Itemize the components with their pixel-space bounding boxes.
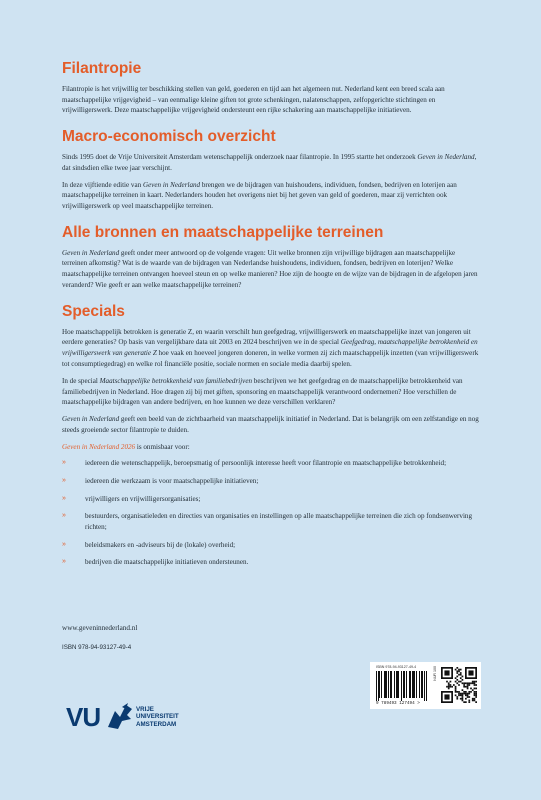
paragraph-filantropie: Filantropie is het vrijwillig ter beschikking stellen van geld, goederen en tijd aan het algemeen nut. Nederland kent een breed scala aan maatschappelijke vrijgevigheid – van eenmalige kleine giften tot grote schenkingen, nalatenschappen, zelfopgerichte stichtingen en vrijwilligerswerk. Deze maatschappelijke vrijgevigheid ondersteunt een rijke schakering aan maatschappelijke initiatieven.: [62, 84, 445, 115]
griffin-icon: [106, 701, 134, 731]
list-item: » bedrijven die maatschappelijke initiatieven ondersteunen.: [62, 558, 249, 567]
paragraph-macro-1: Sinds 1995 doet de Vrije Universiteit Amsterdam wetenschappelijk onderzoek naar filantropie. In 1995 startte het onderzoek Geven in Nederland, dat sindsdien elke twee jaar verschijnt.: [62, 152, 477, 172]
heading-macro: Macro-economisch overzicht: [62, 128, 276, 146]
nur-label: NUR 100: [433, 666, 437, 681]
paragraph-macro-2: In deze vijftiende editie van Geven in Nederland brengen we de bijdragen van huishoudens, individuen, fondsen, bedrijven en loterijen aan maatschappelijke terreinen in kaart. Nederlanders houden het overigens niet bij het geven van geld of goederen, maar zij verrichten ook vrijwilligerswerk op veel maatschappelijke terreinen.: [62, 180, 457, 211]
bullet-mark: »: [62, 558, 66, 566]
bullet-mark: »: [62, 540, 66, 548]
qr-code-icon: [441, 667, 477, 703]
paragraph-bronnen: Geven in Nederland geeft onder meer antwoord op de volgende vragen: Uit welke bronnen zijn vrijwillige bijdragen aan maatschappelijke terreinen afkomstig? Wat is de waarde van de bijdragen van Nederlandse huishoudens, individuen, fondsen, bedrijven en loterijen? Welke maatschappelijke terreinen ontvangen hoeveel steun en op welke manieren? Hoe zijn de hoogte en de wijze van de bijdragen in de afgelopen jaren veranderd? Wie geeft er aan welke maatschappelijke terreinen?: [62, 248, 478, 290]
heading-specials: Specials: [62, 302, 125, 320]
barcode-icon: [376, 671, 428, 701]
list-item: » beleidsmakers en -adviseurs bij de (lokale) overheid;: [62, 540, 236, 549]
barcode-digits: 9 789493 127494 >: [376, 701, 420, 706]
bullet-mark: »: [62, 512, 66, 520]
bullet-mark: »: [62, 477, 66, 485]
list-item: » iedereen die werkzaam is voor maatschappelijke initiatieven;: [62, 477, 259, 486]
section-macro: [62, 128, 482, 212]
isbn-text: ISBN 978-94-93127-49-4: [62, 644, 132, 651]
vu-logo-subtitle: VRIJE UNIVERSITEIT AMSTERDAM: [136, 706, 179, 728]
audience-list: [62, 458, 482, 567]
paragraph-specials-3: Geven in Nederland geeft een beeld van de zichtbaarheid van maatschappelijk initiatief in Nederland. Dat is belangrijk om een zelfstandige en nog steeds groeiende sector filantropie te duiden.: [62, 415, 479, 434]
vu-logo: [66, 700, 196, 736]
list-item: » iedereen die wetenschappelijk, beroepsmatig of persoonlijk interesse heeft voor filantropie en maatschappelijke betrokkenheid;: [62, 459, 447, 468]
barcode-isbn-label: ISBN 978-94-93127-49-4: [376, 665, 417, 669]
section-filantropie: [62, 60, 482, 116]
heading-filantropie: Filantropie: [62, 60, 142, 77]
bullet-mark: »: [62, 494, 66, 502]
barcode-panel: [370, 662, 481, 709]
heading-bronnen: Alle bronnen en maatschappelijke terreinen: [62, 223, 384, 241]
paragraph-specials-4: Geven in Nederland 2026 is onmisbaar voor:: [62, 442, 190, 451]
list-item: » bestuurders, organisatieleden en directies van organisaties en instellingen op alle maatschappelijke terreinen die zich op fondsenwerving richten;: [62, 512, 473, 531]
vu-logo-text: VU: [66, 702, 101, 732]
section-specials: [62, 303, 482, 568]
bullet-mark: »: [62, 459, 66, 467]
paragraph-specials-1: Hoe maatschappelijk betrokken is generatie Z, en waarin verschilt hun geefgedrag, vrijwilligerswerk en maatschappelijke inzet van jongeren uit eerdere generaties? Op basis van vergelijkbare data uit 2003 en 2024 beschrijven we in de special Geefgedrag, maatschappelijke betrokkenheid en vrijwilligerswerk van generatie Z hoe vaak en hoeveel jongeren doneren, in welke vormen zij zich maatschappelijk inzetten (van vrijwilligerswerk tot consumptiegedrag) en welke rol financiële positie, sociale normen en sociale media daarbij spelen.: [62, 327, 479, 368]
list-item: » vrijwilligers en vrijwilligersorganisaties;: [62, 494, 201, 503]
section-bronnen: [62, 224, 482, 291]
website-link[interactable]: www.geveninnederland.nl: [62, 624, 138, 632]
paragraph-specials-2: In de special Maatschappelijke betrokkenheid van familiebedrijven beschrijven we het geefgedrag en de maatschappelijke betrokkenheid van familiebedrijven in Nederland. Hoe dragen zij bij met giften, sponsoring en maatschappelijk verantwoord ondernemen? Hoe verschillen de maatschappelijke bijdragen van andere bedrijven, en hoe kunnen we deze verschillen verklaren?: [62, 376, 463, 407]
content-column: [62, 60, 482, 580]
